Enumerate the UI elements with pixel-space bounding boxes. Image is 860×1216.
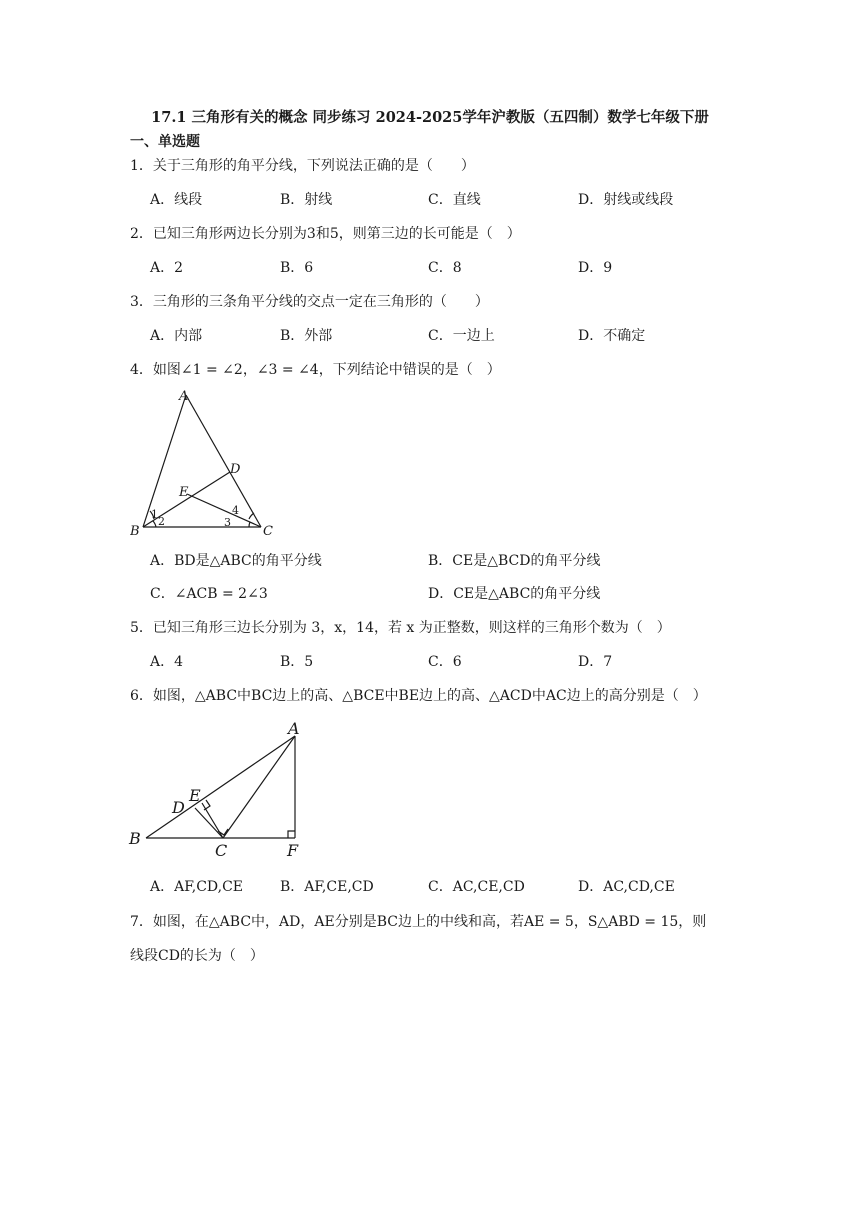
q5-option-b[interactable]: B．5 [280, 654, 314, 670]
q6-option-c[interactable]: C．AC,CE,CD [428, 879, 525, 895]
q1-option-b[interactable]: B．射线 [280, 192, 333, 208]
q2-option-d[interactable]: D．9 [578, 260, 613, 276]
fig4-angle-label-3: 3 [224, 516, 231, 529]
q2-option-a[interactable]: A．2 [150, 260, 184, 276]
fig6-label-e: E [189, 786, 201, 805]
q4-option-a[interactable]: A．BD是△ABC的角平分线 [150, 553, 322, 569]
q5-option-a[interactable]: A．4 [150, 654, 184, 670]
figure-6-triangle [125, 718, 325, 863]
question-3-stem: 3．三角形的三条角平分线的交点一定在三角形的（ ） [130, 294, 489, 310]
q5-option-d[interactable]: D．7 [578, 654, 613, 670]
fig6-line-cd [195, 808, 223, 838]
q3-option-b[interactable]: B．外部 [280, 328, 333, 344]
question-4-stem: 4．如图∠1 = ∠2，∠3 = ∠4，下列结论中错误的是（ ） [130, 362, 501, 378]
q1-option-c[interactable]: C．直线 [428, 192, 481, 208]
q2-option-b[interactable]: B．6 [280, 260, 314, 276]
q6-option-b[interactable]: B．AF,CE,CD [280, 879, 374, 895]
question-7-stem-continued: 线段CD的长为（ ） [130, 948, 264, 964]
figure-4-triangle [130, 388, 280, 538]
fig6-line-ac [223, 736, 295, 838]
fig4-label-d: D [230, 462, 241, 477]
fig4-label-a: A [179, 389, 189, 404]
q4-option-b[interactable]: B．CE是△BCD的角平分线 [428, 553, 601, 569]
page-title: 17.1 三角形有关的概念 同步练习 2024-2025学年沪教版（五四制）数学七年级下册 [151, 109, 709, 126]
fig6-label-f: F [287, 841, 299, 860]
fig6-label-a: A [288, 719, 300, 738]
fig6-line-ba [146, 736, 295, 838]
q6-option-d[interactable]: D．AC,CD,CE [578, 879, 675, 895]
q1-option-a[interactable]: A．线段 [150, 192, 203, 208]
fig4-angle-arc-4 [249, 513, 254, 519]
question-5-stem: 5．已知三角形三边长分别为 3，x，14，若 x 为正整数，则这样的三角形个数为（ ） [130, 620, 671, 636]
fig4-angle-label-4: 4 [232, 504, 239, 517]
question-7-stem: 7．如图，在△ABC中，AD，AE分别是BC边上的中线和高，若AE = 5，S△ABD = 15，则 [130, 914, 707, 930]
q2-option-c[interactable]: C．8 [428, 260, 462, 276]
q3-option-c[interactable]: C．一边上 [428, 328, 495, 344]
question-2-stem: 2．已知三角形两边长分别为3和5，则第三边的长可能是（ ） [130, 226, 521, 242]
fig4-side-ab [143, 395, 186, 527]
q5-option-c[interactable]: C．6 [428, 654, 462, 670]
q1-option-d[interactable]: D．射线或线段 [578, 192, 674, 208]
fig4-angle-label-2: 2 [158, 515, 165, 528]
fig6-right-angle-f [288, 831, 295, 838]
q6-option-a[interactable]: A．AF,CD,CE [150, 879, 244, 895]
fig6-label-b: B [129, 829, 141, 848]
question-6-stem: 6．如图，△ABC中BC边上的高、△BCE中BE边上的高、△ACD中AC边上的高分别是（ ） [130, 688, 707, 704]
fig6-label-d: D [172, 798, 185, 817]
fig4-side-ac [186, 395, 261, 527]
q4-option-d[interactable]: D．CE是△ABC的角平分线 [428, 586, 601, 602]
fig4-angle-label-1: 1 [151, 508, 158, 521]
q3-option-d[interactable]: D．不确定 [578, 328, 646, 344]
section-heading: 一、单选题 [130, 134, 200, 150]
question-1-stem: 1．关于三角形的角平分线，下列说法正确的是（ ） [130, 158, 475, 174]
fig4-angle-arc-3 [249, 522, 250, 527]
fig4-label-b: B [130, 524, 140, 538]
fig4-label-c: C [263, 524, 273, 538]
q3-option-a[interactable]: A．内部 [150, 328, 203, 344]
q4-option-c[interactable]: C．∠ACB = 2∠3 [150, 586, 268, 602]
fig4-angle-arc-2 [153, 521, 156, 527]
fig4-label-e: E [179, 485, 189, 500]
fig6-label-c: C [215, 841, 228, 860]
